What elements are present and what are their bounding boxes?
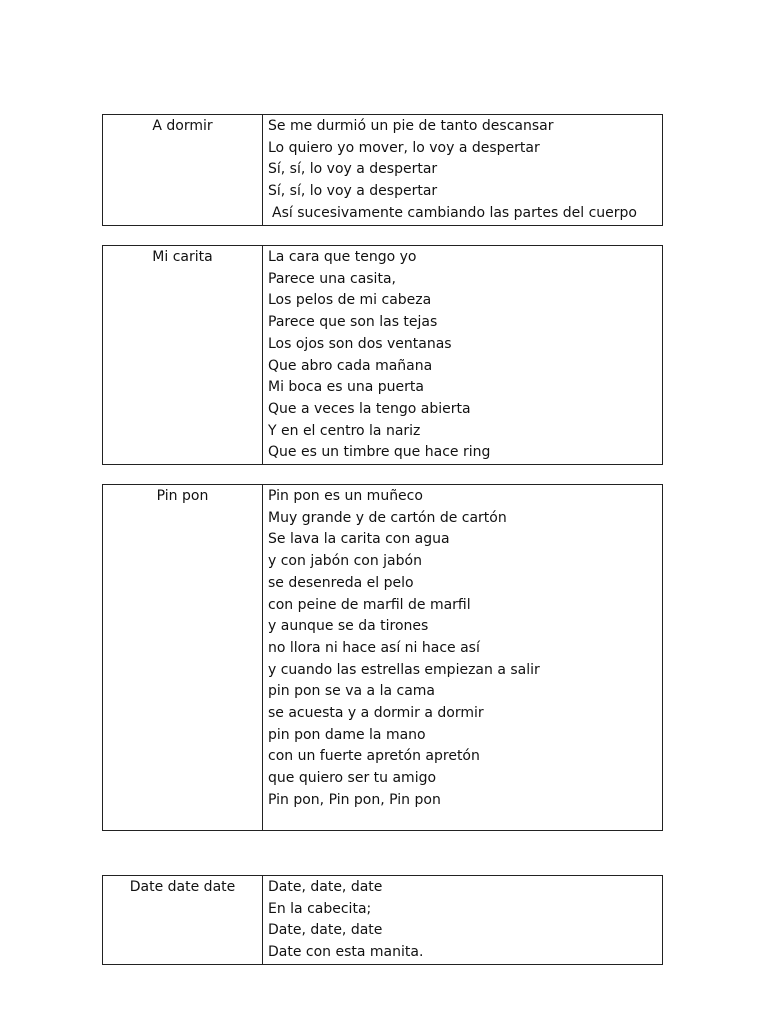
song-lyrics (263, 115, 663, 226)
lyric-line: y cuando las estrellas empiezan a salir (268, 661, 540, 678)
lyric-line: Los pelos de mi cabeza (268, 292, 432, 309)
song-lyrics (263, 246, 663, 465)
lyric-line: pin pon dame la mano (268, 726, 426, 743)
song-title: A dormir (103, 115, 263, 226)
lyric-line: Sí, sí, lo voy a despertar (268, 183, 438, 200)
song-title: Mi carita (103, 246, 263, 465)
lyric-line: Lo quiero yo mover, lo voy a despertar (268, 139, 540, 156)
lyric-line: con peine de marfil de marfil (268, 596, 471, 613)
song-lyrics (263, 876, 663, 965)
lyric-line: pin pon se va a la cama (268, 683, 435, 700)
lyric-line: Así sucesivamente cambiando las partes del cuerpo (272, 204, 637, 221)
lyric-line: Los ojos son dos ventanas (268, 335, 452, 352)
lyric-line: con un fuerte apretón apretón (268, 748, 480, 765)
lyric-line: Pin pon, Pin pon, Pin pon (268, 791, 441, 808)
lyric-line: que quiero ser tu amigo (268, 770, 437, 787)
song-title: Pin pon (103, 485, 263, 831)
lyric-line: no llora ni hace así ni hace así (268, 639, 480, 656)
lyric-line: Mi boca es una puerta (268, 379, 424, 396)
song-table-mi-carita (102, 245, 663, 465)
song-table-pin-pon (102, 484, 663, 831)
lyric-line: La cara que tengo yo (268, 249, 417, 265)
lyric-line: y aunque se da tirones (268, 618, 429, 635)
lyric-line: se desenreda el pelo (268, 574, 414, 591)
lyric-line: Muy grande y de cartón de cartón (268, 509, 507, 526)
song-title: Date date date (103, 876, 263, 965)
lyric-line: Que a veces la tengo abierta (268, 400, 471, 417)
lyric-line: Que es un timbre que hace ring (268, 444, 491, 461)
lyric-line: Y en el centro la nariz (268, 422, 421, 439)
lyric-line: Date, date, date (268, 879, 383, 895)
lyric-line: Sí, sí, lo voy a despertar (268, 161, 438, 178)
lyric-line: Pin pon es un muñeco (268, 488, 423, 504)
lyric-line: Date, date, date (268, 922, 383, 939)
song-lyrics (263, 485, 663, 831)
lyric-line: y con jabón con jabón (268, 553, 422, 570)
lyric-line: se acuesta y a dormir a dormir (268, 705, 484, 722)
lyric-line: Que abro cada mañana (268, 357, 433, 374)
lyric-line: En la cabecita; (268, 900, 372, 917)
lyric-line: Se me durmió un pie de tanto descansar (268, 118, 554, 134)
lyric-line: Parece que son las tejas (268, 314, 438, 331)
lyric-line: Date con esta manita. (268, 944, 424, 961)
song-table-date-date-date (102, 875, 663, 965)
song-table-a-dormir (102, 114, 663, 226)
lyric-line: Se lava la carita con agua (268, 531, 450, 548)
lyric-line: Parece una casita, (268, 270, 396, 287)
